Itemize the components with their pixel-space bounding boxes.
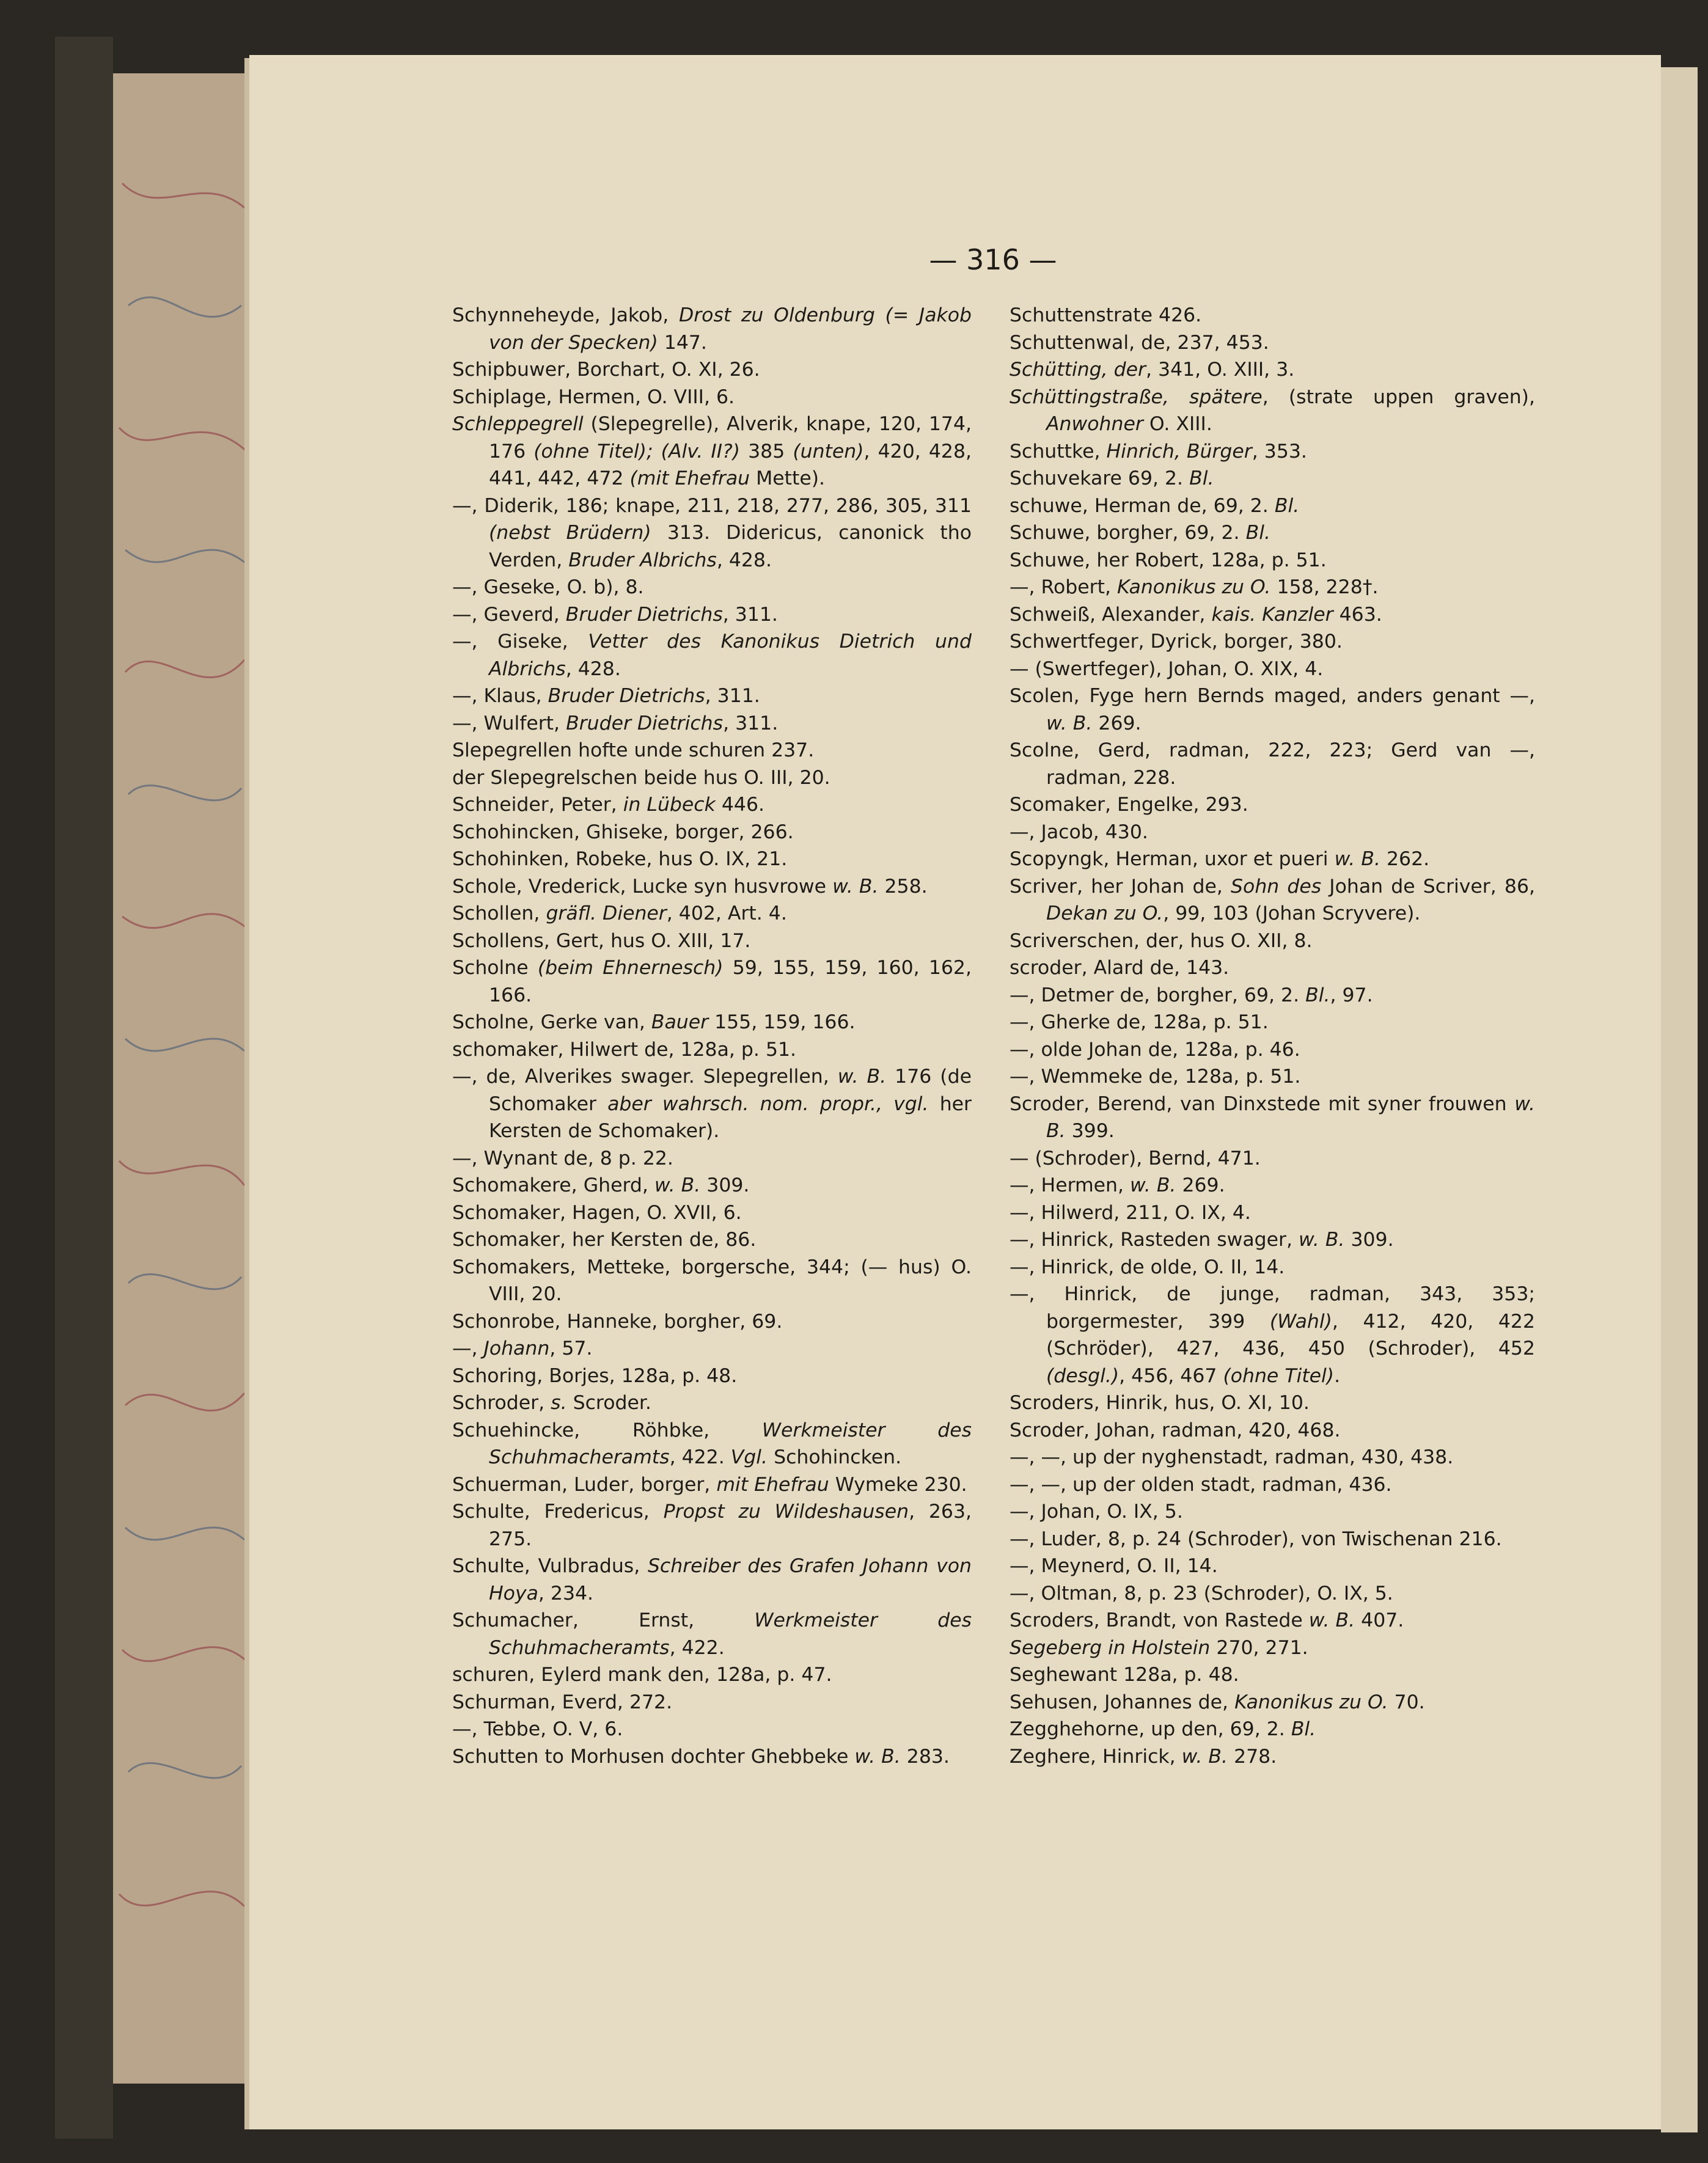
index-entry: Scriver, her Johan de, Sohn des Johan de Scriver, 86, Dekan zu O., 99, 103 (Johan Scryvere). (1010, 875, 1535, 924)
index-entry: — (Schroder), Bernd, 471. (1010, 1147, 1261, 1169)
index-entry: —, Geseke, O. b), 8. (452, 576, 644, 598)
index-entry: schomaker, Hilwert de, 128a, p. 51. (452, 1038, 797, 1061)
index-entry: —, Hermen, w. B. 269. (1010, 1174, 1225, 1196)
index-entry: Scriverschen, der, hus O. XII, 8. (1010, 929, 1313, 952)
index-entry: Schwertfeger, Dyrick, borger, 380. (1010, 631, 1343, 653)
index-entry: —, olde Johan de, 128a, p. 46. (1010, 1038, 1300, 1061)
index-entry: Schohinken, Robeke, hus O. IX, 21. (452, 848, 788, 870)
index-entry: Scopyngk, Herman, uxor et pueri w. B. 262. (1010, 848, 1430, 870)
index-entry: Schuehincke, Röhbke, Werkmeister des Schuhmacheramts, 422. Vgl. Schohincken. (452, 1419, 972, 1468)
index-entry: Schipbuwer, Borchart, O. XI, 26. (452, 359, 760, 381)
index-entry: Scholne (beim Ehnernesch) 59, 155, 159, 160, 162, 166. (452, 957, 972, 1006)
index-entry: —, Klaus, Bruder Dietrichs, 311. (452, 685, 760, 707)
index-entry: Schutten to Morhusen dochter Ghebbeke w. B. 283. (452, 1745, 950, 1768)
index-entry: Schole, Vrederick, Lucke syn husvrowe w. B. 258. (452, 875, 928, 898)
index-entry: Schuttke, Hinrich, Bürger, 353. (1010, 440, 1307, 463)
index-entry: Sehusen, Johannes de, Kanonikus zu O. 70. (1010, 1691, 1425, 1713)
index-entry: Schynneheyde, Jakob, Drost zu Oldenburg (= Jakob von der Specken) 147. (452, 304, 972, 354)
index-entry: scroder, Alard de, 143. (1010, 957, 1230, 979)
index-entry: —, Diderik, 186; knape, 211, 218, 277, 286, 305, 311 (nebst Brüdern) 313. Didericus, canonick tho Verden, Bruder Albrichs, 428. (452, 494, 972, 571)
index-entry: Schomaker, Hagen, O. XVII, 6. (452, 1201, 742, 1224)
index-entry: —, Hinrick, de junge, radman, 343, 353; borgermester, 399 (Wahl), 412, 420, 422 (Schröder), 427, 436, 450 (Schroder), 452 (desgl.), 456, 467 (ohne Titel). (1010, 1283, 1535, 1387)
index-entry: Scholne, Gerke van, Bauer 155, 159, 166. (452, 1011, 856, 1033)
index-entry: —, Hilwerd, 211, O. IX, 4. (1010, 1201, 1251, 1224)
index-entry: Segeberg in Holstein 270, 271. (1010, 1636, 1308, 1659)
index-entry: Schuttenstrate 426. (1010, 304, 1202, 326)
index-entry: Schüttingstraße, spätere, (strate uppen graven), Anwohner O. XIII. (1010, 386, 1535, 435)
index-entry: Schohincken, Ghiseke, borger, 266. (452, 821, 794, 843)
index-entry: Schneider, Peter, in Lübeck 446. (452, 794, 765, 816)
index-entry: — (Swertfeger), Johan, O. XIX, 4. (1010, 657, 1324, 680)
index-entry: Schonrobe, Hanneke, borgher, 69. (452, 1310, 783, 1333)
index-entry: Schuwe, her Robert, 128a, p. 51. (1010, 549, 1327, 571)
index-entry: Schurman, Everd, 272. (452, 1691, 673, 1713)
index-entry: —, Meynerd, O. II, 14. (1010, 1555, 1218, 1577)
index-entry: Scomaker, Engelke, 293. (1010, 794, 1248, 816)
index-entry: Scroder, Berend, van Dinxstede mit syner frouwen w. B. 399. (1010, 1092, 1535, 1142)
index-entry: —, Luder, 8, p. 24 (Schroder), von Twischenan 216. (1010, 1528, 1502, 1550)
index-entry: Scroder, Johan, radman, 420, 468. (1010, 1419, 1341, 1441)
index-entry: —, Hinrick, de olde, O. II, 14. (1010, 1256, 1285, 1278)
index-entry: Scroders, Brandt, von Rastede w. B. 407. (1010, 1609, 1404, 1631)
index-entry: Zeghere, Hinrick, w. B. 278. (1010, 1745, 1277, 1768)
index-entry: Schiplage, Hermen, O. VIII, 6. (452, 386, 735, 408)
index-entry: Schollen, gräfl. Diener, 402, Art. 4. (452, 902, 787, 924)
index-column-right (1010, 302, 1535, 1770)
index-entry: Zegghehorne, up den, 69, 2. Bl. (1010, 1718, 1316, 1740)
index-entry: Schumacher, Ernst, Werkmeister des Schuhmacheramts, 422. (452, 1609, 972, 1659)
index-entry: —, —, up der nyghenstadt, radman, 430, 438. (1010, 1446, 1454, 1468)
index-entry: —, Geverd, Bruder Dietrichs, 311. (452, 603, 778, 626)
index-entry: —, Gherke de, 128a, p. 51. (1010, 1011, 1269, 1033)
index-entry: Schuttenwal, de, 237, 453. (1010, 331, 1269, 354)
index-entry: —, Wemmeke de, 128a, p. 51. (1010, 1066, 1301, 1088)
index-entry: Schomaker, her Kersten de, 86. (452, 1229, 757, 1251)
index-entry: —, Wynant de, 8 p. 22. (452, 1147, 673, 1169)
index-entry: Seghewant 128a, p. 48. (1010, 1664, 1239, 1686)
index-entry: Schulte, Fredericus, Propst zu Wildeshausen, 263, 275. (452, 1501, 972, 1550)
index-entry: schuren, Eylerd mank den, 128a, p. 47. (452, 1664, 832, 1686)
index-entry: —, Oltman, 8, p. 23 (Schroder), O. IX, 5. (1010, 1582, 1393, 1605)
index-entry: —, Johan, O. IX, 5. (1010, 1501, 1183, 1523)
index-entry: Schulte, Vulbradus, Schreiber des Grafen Johann von Hoya, 234. (452, 1555, 972, 1605)
index-entry: Scolne, Gerd, radman, 222, 223; Gerd van —, radman, 228. (1010, 739, 1535, 789)
index-entry: Scroders, Hinrik, hus, O. XI, 10. (1010, 1392, 1310, 1414)
index-entry: —, Tebbe, O. V, 6. (452, 1718, 623, 1740)
index-entry: Schleppegrell (Slepegrelle), Alverik, knape, 120, 174, 176 (ohne Titel); (Alv. II?) 385 (unten), 420, 428, 441, 442, 472 (mit Ehefrau Mette). (452, 413, 972, 489)
index-entry: Schomakere, Gherd, w. B. 309. (452, 1174, 750, 1196)
index-entry: Schuwe, borgher, 69, 2. Bl. (1010, 522, 1270, 544)
index-entry: Schweiß, Alexander, kais. Kanzler 463. (1010, 603, 1382, 626)
book-cover-edge (55, 37, 113, 2139)
index-entry: Schoring, Borjes, 128a, p. 48. (452, 1364, 738, 1387)
index-entry: —, —, up der olden stadt, radman, 436. (1010, 1473, 1392, 1496)
index-entry: —, Detmer de, borgher, 69, 2. Bl., 97. (1010, 984, 1373, 1006)
facing-page-edge (1661, 67, 1698, 2132)
index-entry: —, de, Alverikes swager. Slepegrellen, w. B. 176 (de Schomaker aber wahrsch. nom. propr., vgl. her Kersten de Schomaker). (452, 1066, 972, 1142)
index-entry: Slepegrellen hofte unde schuren 237. (452, 739, 815, 761)
index-entry: Schroder, s. Scroder. (452, 1392, 651, 1414)
index-entry: schuwe, Herman de, 69, 2. Bl. (1010, 494, 1300, 517)
index-entry: —, Hinrick, Rasteden swager, w. B. 309. (1010, 1229, 1394, 1251)
index-entry: Scolen, Fyge hern Bernds maged, anders genant —, w. B. 269. (1010, 685, 1535, 734)
page-number: — 316 — (929, 243, 1057, 276)
index-entry: Schollens, Gert, hus O. XIII, 17. (452, 929, 751, 952)
index-entry: der Slepegrelschen beide hus O. III, 20. (452, 766, 830, 789)
index-entry: —, Johann, 57. (452, 1338, 593, 1360)
marbled-page-edges (113, 73, 251, 2084)
index-entry: —, Jacob, 430. (1010, 821, 1148, 843)
index-entry: —, Giseke, Vetter des Kanonikus Dietrich und Albrichs, 428. (452, 631, 972, 680)
index-entry: Schomakers, Metteke, borgersche, 344; (— hus) O. VIII, 20. (452, 1256, 972, 1305)
index-entry: Schuerman, Luder, borger, mit Ehefrau Wymeke 230. (452, 1473, 967, 1496)
index-column-left (452, 302, 972, 1770)
index-entry: Schütting, der, 341, O. XIII, 3. (1010, 359, 1295, 381)
index-entry: Schuvekare 69, 2. Bl. (1010, 467, 1214, 489)
index-entry: —, Robert, Kanonikus zu O. 158, 228†. (1010, 576, 1379, 598)
index-entry: —, Wulfert, Bruder Dietrichs, 311. (452, 712, 779, 734)
